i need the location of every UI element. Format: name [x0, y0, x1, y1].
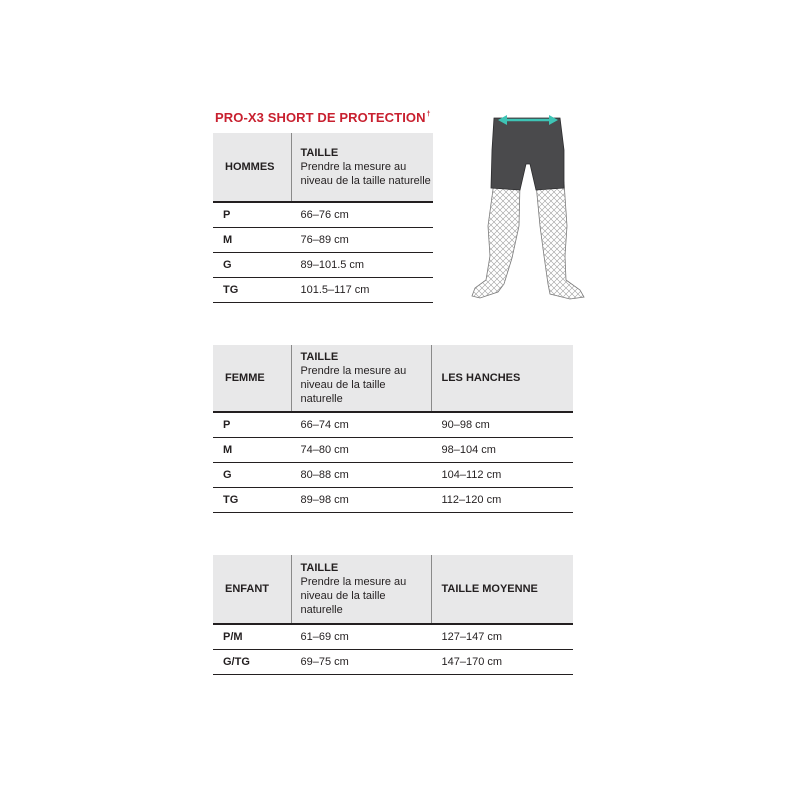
chart-title	[215, 110, 431, 125]
size-label: M	[213, 438, 291, 463]
title-dagger: †	[426, 110, 431, 118]
waist-value: 66–76 cm	[291, 202, 433, 228]
table-row	[213, 202, 433, 228]
waist-value: 69–75 cm	[291, 650, 431, 675]
waist-measure-note: Prendre la mesure au niveau de la taille naturelle	[300, 576, 407, 616]
table-row	[213, 278, 433, 303]
waist-measure-note: Prendre la mesure au niveau de la taille naturelle	[300, 365, 407, 405]
table-row	[213, 624, 573, 650]
waist-value: 80–88 cm	[291, 463, 431, 488]
waist-value: 89–98 cm	[291, 488, 431, 513]
size-label: M	[213, 228, 291, 253]
size-label: G	[213, 253, 291, 278]
size-label: G	[213, 463, 291, 488]
size-table-hommes	[213, 133, 433, 303]
height-value: 127–147 cm	[431, 624, 573, 650]
table-row	[213, 253, 433, 278]
waist-column-title: TAILLE	[300, 562, 339, 574]
table-corner-label: FEMME	[213, 345, 291, 412]
waist-column-header	[291, 345, 431, 412]
table-row	[213, 650, 573, 675]
size-label: TG	[213, 488, 291, 513]
table-header-row	[213, 555, 573, 624]
table-corner-label: HOMMES	[213, 133, 291, 202]
waist-column-header	[291, 555, 431, 624]
hips-value: 98–104 cm	[431, 438, 573, 463]
title-text: PRO-X3 SHORT DE PROTECTION	[215, 110, 426, 125]
waist-value: 61–69 cm	[291, 624, 431, 650]
table-header-row	[213, 345, 573, 412]
hips-column-header: LES HANCHES	[431, 345, 573, 412]
hips-value: 112–120 cm	[431, 488, 573, 513]
table-row	[213, 488, 573, 513]
leg-mannequin	[472, 182, 584, 299]
table-row	[213, 463, 573, 488]
size-label: P	[213, 202, 291, 228]
size-label: G/TG	[213, 650, 291, 675]
waist-value: 74–80 cm	[291, 438, 431, 463]
size-table-enfant	[213, 555, 573, 675]
size-label: P/M	[213, 624, 291, 650]
compression-shorts-illustration	[464, 108, 594, 308]
size-label: P	[213, 412, 291, 438]
waist-value: 76–89 cm	[291, 228, 433, 253]
size-label: TG	[213, 278, 291, 303]
compression-shorts	[491, 118, 564, 190]
height-value: 147–170 cm	[431, 650, 573, 675]
waist-column-title: TAILLE	[300, 351, 339, 363]
hips-value: 104–112 cm	[431, 463, 573, 488]
waist-column-title: TAILLE	[300, 147, 339, 159]
table-row	[213, 228, 433, 253]
height-column-header: TAILLE MOYENNE	[431, 555, 573, 624]
hips-value: 90–98 cm	[431, 412, 573, 438]
table-row	[213, 412, 573, 438]
waist-value: 101.5–117 cm	[291, 278, 433, 303]
waist-column-header	[291, 133, 433, 202]
waist-measure-note: Prendre la mesure au niveau de la taille naturelle	[300, 161, 431, 187]
waist-value: 89–101.5 cm	[291, 253, 433, 278]
table-corner-label: ENFANT	[213, 555, 291, 624]
waist-value: 66–74 cm	[291, 412, 431, 438]
table-header-row	[213, 133, 433, 202]
table-row	[213, 438, 573, 463]
size-table-femme	[213, 345, 573, 513]
